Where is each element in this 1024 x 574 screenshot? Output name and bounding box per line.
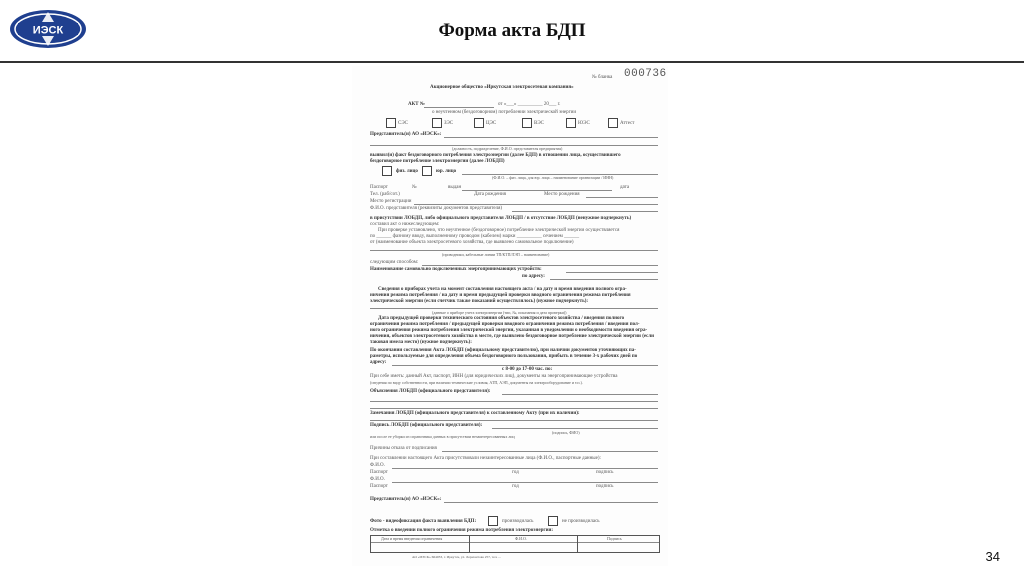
witness-passport-label: Паспорт [370,470,388,475]
photo-no-label: не производилась [562,519,600,524]
witness-year-label: год [512,484,519,489]
p4-line1: Сведения о приборах учета на момент составления настоящего акта / на дату и время введения полного огра- [378,287,627,292]
form-line [512,211,658,212]
branch-checkbox[interactable] [386,118,396,128]
jur-person-checkbox[interactable] [422,166,432,176]
hours-label: с 8-00 до 17-00 час. по: [502,367,553,372]
p6-line2: раметры, используемые для определения объема бездоговорного пользования, прибыть в течение 3-х рабочих дней по [370,354,638,359]
branch-checkbox[interactable] [474,118,484,128]
jur-person-label: юр. лицо [436,169,457,174]
rep2-label: Представитель(и) АО «ИЭСК»: [370,497,442,502]
header-divider [0,61,1024,63]
branch-checkbox[interactable] [432,118,442,128]
form-line [392,468,658,469]
branch-checkbox[interactable] [566,118,576,128]
branch-label: ЮЭС [578,121,590,126]
form-line [586,197,658,198]
rep-fio-label: Ф.И.О. представителя (реквизиты документов представителя) [370,206,503,211]
form-line [442,451,658,452]
witness-passport-label: Паспорт [370,484,388,489]
attach-line1: При себе иметь: данный Акт, паспорт, ИНН (для юридических лиц), документы на энергопринимающие устройства [370,374,618,379]
sign-hint: (подпись, ФИО) [552,430,580,435]
act-form-document [352,66,668,566]
restriction-table [370,535,660,553]
p5-line2: ограничения режима потребления / предыдущей проверки вводного ограничения режима потребления / введения пол- [370,322,640,327]
witness-line: При составлении настоящего Акта присутствовали незаинтересованные лица (Ф.И.О., паспортные данные): [370,456,601,461]
rep-hint: (должность, подразделение, Ф.И.О. представителя предприятия) [452,146,563,151]
photo-yes-label: производилась [502,519,534,524]
blank-number: 000736 [624,68,667,80]
page-number: 34 [985,549,1000,564]
form-line [566,272,658,273]
form-line [370,420,658,421]
branch-checkbox[interactable] [522,118,532,128]
registration-label: Место регистрации [370,199,412,204]
form-line [462,190,612,191]
passport-label: Паспорт [370,185,388,190]
p1-line1: выявил(и) факт бездоговорного потребления электроэнергии (далее БДП) в отношении лица, осуществившего [370,153,621,158]
photo-yes-checkbox[interactable] [488,516,498,526]
table-column-divider [577,536,578,552]
form-line [492,428,658,429]
table-column-divider [469,536,470,552]
witness-signature-label: подпись [596,484,614,489]
passport-no: № [412,185,417,190]
p3-hint: (проводники, кабельные линии ТП/КТП/ЛЭП – наименование) [442,252,550,257]
form-line [444,502,658,503]
method-label: следующим способом: [370,260,419,265]
form-line [370,408,658,409]
svg-text:ИЭСК: ИЭСК [32,24,64,37]
p5-line5: таковая имела место) (нужное подчеркнуть): [370,340,472,345]
p1-line2: бездоговорное потребление электроэнергии (далее ЛОБДП) [370,159,505,164]
form-line [370,308,658,309]
form-line [414,204,658,205]
form-line [392,365,658,366]
sign-lobdp-label: Подпись ЛОБДП (официального представителя): [370,423,483,428]
phone-label: Тел. (раб/сот.) [370,192,400,197]
company-name: Акционерное общество «Иркутская электросетевая компания» [430,85,574,90]
birth-date-label: Дата рождения [474,192,506,197]
date-label: дата [620,185,630,190]
restriction-label: Отметка о введении полного ограничения режима потребления электроэнергии: [370,528,554,533]
table-row-divider [371,542,659,543]
form-line [550,279,658,280]
devices-label: Наименование самовольно подключенных энергопринимающих устройств: [370,267,542,272]
slide-title: Форма акта БДП [438,20,586,41]
phys-person-checkbox[interactable] [382,166,392,176]
form-line [370,250,658,251]
p6-line3: адресу: [370,360,387,365]
remarks-label: Замечания ЛОБДП (официального представителя) к составленному Акту (при их наличии): [370,411,580,416]
person-hint: (Ф.И.О. – физ. лица, для юр. лица – наименование организации / ИНН) [492,175,614,180]
p3-line1: При проверке установлено, что неучтенное (бездоговорное) потребление электрической энергии осуществляется [378,228,620,233]
p5-line3: ного ограничения режима потребления электрической энергии, указанная в уведомлении о необходимости введения огра- [370,328,648,333]
p6-line1: По окончании составления Акта ЛОБДП (официальному представителю), при наличии документов уточняющих па- [370,348,636,353]
witness-fio-label: Ф.И.О. [370,463,385,468]
table-header: Подпись [607,536,622,541]
branch-label: Аттест [620,121,635,126]
p5-line1: Дата предыдущей проверки технического состояния объектов электросетевого хозяйства / введения полного [378,316,625,321]
form-line [444,137,658,138]
p3-line3: от (наименование объекта электросетевого хозяйства, где выявлено самовольное подключение) [370,240,574,245]
witness-fio-label: Ф.И.О. [370,477,385,482]
form-line [392,482,658,483]
p2-line1: в присутствии ЛОБДП, либо официального представителя ЛОБДП / в отсутствие ЛОБДП (ненужное подчеркнуть) [370,216,632,221]
p5-line4: ничения, объектов электросетевого хозяйства в месте, где выявлено бездоговорное потребление электрической энергии (если [370,334,655,339]
branch-label: СЭС [398,121,408,126]
branch-label: ЦЭС [486,121,497,126]
sign-note: или после ее уборки из справочника данных в присутствии незаинтересованных лиц [370,434,515,439]
birth-place-label: Место рождения [544,192,580,197]
form-line [370,401,658,402]
witness-signature-label: подпись [596,470,614,475]
p4-line2: ничения режима потребления / на дату и время предыдущей проверки вводного ограничения режима потребления [370,293,631,298]
form-line [422,265,658,266]
act-label: АКТ № [408,102,425,107]
act-date: от «___» __________ 20___ г. [498,102,561,107]
form-line [502,394,658,395]
rep-label: Представитель(и) АО «ИЭСК»: [370,132,442,137]
attach-line2: (сведения по виду собственности, при наличии технические условия, АТП, АЭП, документы на электрооборудование и т.п.). [370,380,583,385]
act-subtitle: о неучтенном (бездоговорном) потреблении электрической энергии [432,110,577,115]
act-number-line [424,107,494,108]
witness-year-label: год [512,470,519,475]
table-header: Ф.И.О. [515,536,527,541]
form-footnote: АО «ИЭСК» 664033, г. Иркутск, ул. Лермонтова 257, тел. ... [412,555,501,559]
table-header: Дата и время введения ограничения [381,536,443,541]
refusal-label: Причины отказа от подписания [370,446,437,451]
phys-person-label: физ. лицо [396,169,418,174]
branch-label: ВЭС [534,121,544,126]
address-label: по адресу: [522,274,545,279]
p3-line2: по ______ фазному вводу, выполненному проводом (кабелем) марки __________ сечением ______ [370,234,580,239]
photo-no-checkbox[interactable] [548,516,558,526]
p2-line2: составил акт о нижеследующем: [370,222,440,227]
issued-label: выдан [448,185,462,190]
blank-label: № бланка [592,75,613,80]
p4-hint: (данные о приборе учета электроэнергии (тип, №, показания и дата проверки)) [432,310,567,315]
p4-line3: электрической энергии (если счетчик также показаний осуществлялось) (нужное подчеркнуть): [370,299,589,304]
photo-label: Фото - видеофиксация факта выявления БДП: [370,519,477,524]
branch-checkbox[interactable] [608,118,618,128]
explain-label: Объяснения ЛОБДП (официального представителя): [370,389,491,394]
branch-label: ЗЭС [444,121,454,126]
